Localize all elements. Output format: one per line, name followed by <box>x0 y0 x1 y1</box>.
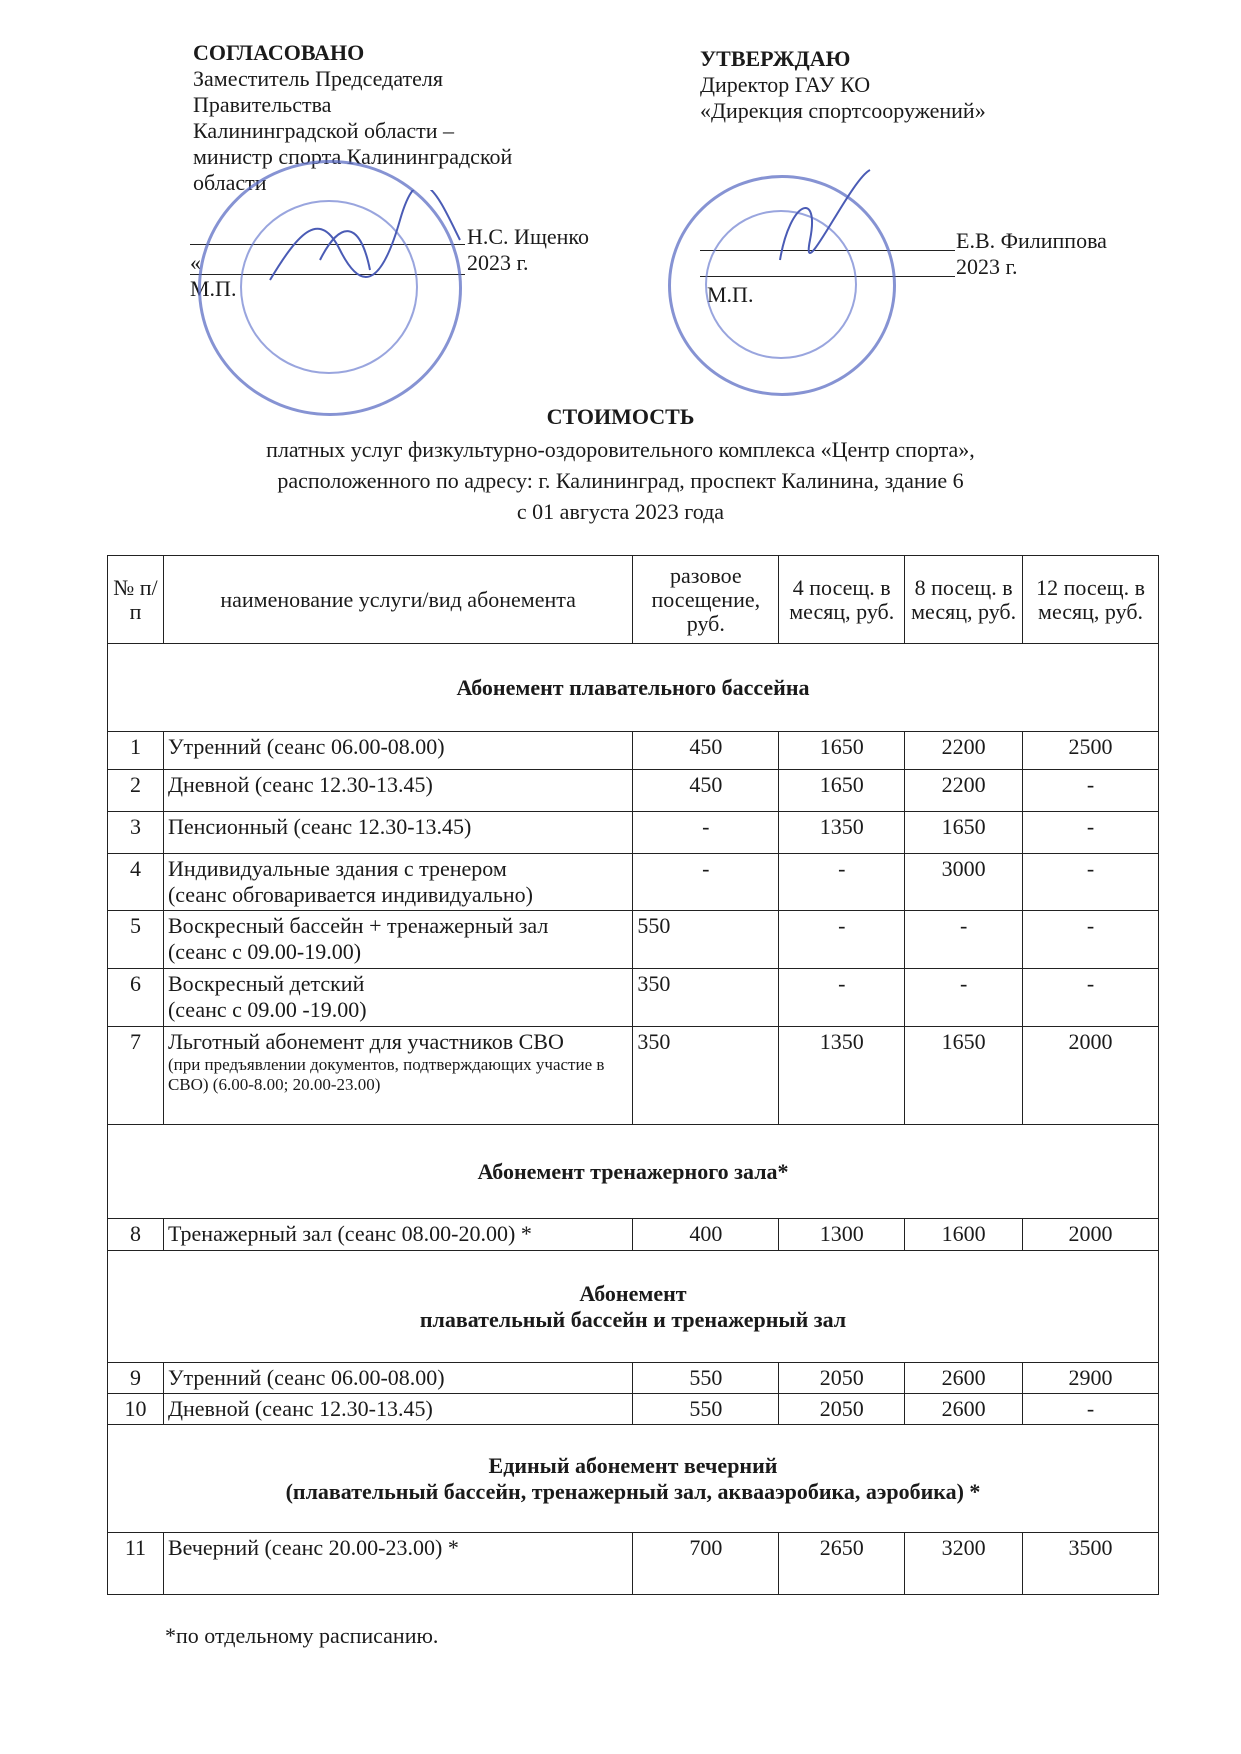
service-note: (сеанс обговаривается индивидуально) <box>167 882 533 907</box>
table-row <box>108 1533 1159 1595</box>
service-name-cell <box>163 911 632 969</box>
footnote: *по отдельному расписанию. <box>165 1623 439 1648</box>
header-4-visits: 4 посещ. в месяц, руб. <box>779 556 905 644</box>
price-12: 2000 <box>1023 1219 1159 1251</box>
approve-heading: УТВЕРЖДАЮ <box>700 46 851 71</box>
approver-position-line2: Правительства <box>193 92 332 117</box>
price-4: 1350 <box>779 812 905 854</box>
price-8: 2600 <box>905 1363 1023 1394</box>
row-number: 7 <box>108 1027 164 1125</box>
document-subtitle-line3: с 01 августа 2023 года <box>516 499 725 524</box>
signature-left-icon <box>260 190 480 310</box>
price-4: 2050 <box>779 1363 905 1394</box>
price-4: 1650 <box>779 732 905 770</box>
section-evening <box>108 1425 1159 1533</box>
service-name-cell <box>163 969 632 1027</box>
price-4: 1650 <box>779 770 905 812</box>
service-name: Дневной (сеанс 12.30-13.45) <box>163 770 632 812</box>
service-name: Пенсионный (сеанс 12.30-13.45) <box>163 812 632 854</box>
left-mp: М.П. <box>190 276 237 301</box>
section-row <box>108 1125 1159 1219</box>
service-name-cell <box>163 1027 632 1125</box>
row-number: 2 <box>108 770 164 812</box>
section-gym: Абонемент тренажерного зала* <box>108 1125 1159 1219</box>
price-single: 700 <box>633 1533 779 1595</box>
price-single: - <box>633 812 779 854</box>
price-8: - <box>905 911 1023 969</box>
price-8: 2600 <box>905 1394 1023 1425</box>
left-date-prefix: « <box>190 250 201 275</box>
table-row <box>108 911 1159 969</box>
service-name: Льготный абонемент для участников СВО <box>167 1029 564 1054</box>
price-single: 550 <box>633 911 779 969</box>
table-row <box>108 969 1159 1027</box>
service-name: Тренажерный зал (сеанс 08.00-20.00) * <box>163 1219 632 1251</box>
price-8: 2200 <box>905 770 1023 812</box>
service-note: (при предъявлении документов, подтверждающих участие в СВО) (6.00-8.00; 20.00-23.00) <box>167 1055 605 1094</box>
row-number: 4 <box>108 854 164 911</box>
service-name: Утренний (сеанс 06.00-08.00) <box>163 1363 632 1394</box>
price-single: 450 <box>633 770 779 812</box>
approver-position-line1: Заместитель Председателя <box>193 66 443 91</box>
table-row <box>108 1219 1159 1251</box>
price-4: - <box>779 969 905 1027</box>
price-8: 1600 <box>905 1219 1023 1251</box>
price-12: - <box>1023 854 1159 911</box>
approver-position-line5: области <box>193 170 267 195</box>
price-single: 550 <box>633 1363 779 1394</box>
table-row <box>108 854 1159 911</box>
price-4: - <box>779 911 905 969</box>
approval-block-left <box>193 40 593 196</box>
price-single: 350 <box>633 969 779 1027</box>
document-title: СТОИМОСТЬ <box>546 404 695 429</box>
price-single: 550 <box>633 1394 779 1425</box>
price-single: 350 <box>633 1027 779 1125</box>
row-number: 10 <box>108 1394 164 1425</box>
price-12: 3500 <box>1023 1533 1159 1595</box>
service-note: (сеанс с 09.00-19.00) <box>167 939 362 964</box>
table-row <box>108 1027 1159 1125</box>
service-note: (сеанс с 09.00 -19.00) <box>167 997 367 1022</box>
table-row <box>108 1363 1159 1394</box>
director-position-line2: «Дирекция спортсооружений» <box>700 98 986 123</box>
price-4: - <box>779 854 905 911</box>
service-name: Индивидуальные здания с тренером <box>167 856 507 881</box>
row-number: 5 <box>108 911 164 969</box>
right-signer-name: Е.В. Филиппова <box>956 228 1107 253</box>
left-signer-name: Н.С. Ищенко <box>467 224 589 249</box>
service-name: Вечерний (сеанс 20.00-23.00) * <box>163 1533 632 1595</box>
section-row <box>108 1251 1159 1363</box>
left-year: 2023 г. <box>467 250 529 275</box>
price-8: 3200 <box>905 1533 1023 1595</box>
row-number: 6 <box>108 969 164 1027</box>
header-single: разовое посещение, руб. <box>633 556 779 644</box>
section-row <box>108 1425 1159 1533</box>
section-pool-and-gym <box>108 1251 1159 1363</box>
section-pool: Абонемент плавательного бассейна <box>108 644 1159 732</box>
signature-right-icon <box>760 160 880 280</box>
header-8-visits: 8 посещ. в месяц, руб. <box>905 556 1023 644</box>
price-4: 1350 <box>779 1027 905 1125</box>
price-table <box>107 555 1159 1595</box>
price-4: 2050 <box>779 1394 905 1425</box>
price-8: 3000 <box>905 854 1023 911</box>
price-12: - <box>1023 969 1159 1027</box>
row-number: 3 <box>108 812 164 854</box>
section-subtitle: плавательный бассейн и тренажерный зал <box>419 1306 847 1332</box>
right-year: 2023 г. <box>956 254 1018 279</box>
price-4: 2650 <box>779 1533 905 1595</box>
service-name: Дневной (сеанс 12.30-13.45) <box>163 1394 632 1425</box>
approver-position-line4: министр спорта Калининградской <box>193 144 513 169</box>
row-number: 11 <box>108 1533 164 1595</box>
header-12-visits: 12 посещ. в месяц, руб. <box>1023 556 1159 644</box>
price-12: 2000 <box>1023 1027 1159 1125</box>
section-title: Абонемент <box>579 1280 687 1306</box>
table-row <box>108 812 1159 854</box>
director-position-line1: Директор ГАУ КО <box>700 72 871 97</box>
approval-block-right <box>700 46 1080 124</box>
price-12: 2900 <box>1023 1363 1159 1394</box>
right-mp: М.П. <box>707 282 754 307</box>
service-name: Воскресный бассейн + тренажерный зал <box>167 913 549 938</box>
row-number: 1 <box>108 732 164 770</box>
price-single: 450 <box>633 732 779 770</box>
document-subtitle-line1: платных услуг физкультурно-оздоровительного комплекса «Центр спорта», <box>266 437 975 462</box>
row-number: 9 <box>108 1363 164 1394</box>
price-8: 1650 <box>905 812 1023 854</box>
approver-position-line3: Калининградской области – <box>193 118 455 143</box>
price-12: 2500 <box>1023 732 1159 770</box>
price-12: - <box>1023 1394 1159 1425</box>
price-8: 2200 <box>905 732 1023 770</box>
document-subtitle-line2: расположенного по адресу: г. Калининград, проспект Калинина, здание 6 <box>277 468 964 493</box>
section-title: Единый абонемент вечерний <box>488 1452 778 1478</box>
service-name: Утренний (сеанс 06.00-08.00) <box>163 732 632 770</box>
row-number: 8 <box>108 1219 164 1251</box>
price-12: - <box>1023 911 1159 969</box>
price-8: - <box>905 969 1023 1027</box>
section-subtitle: (плавательный бассейн, тренажерный зал, аквааэробика, аэробика) * <box>285 1478 981 1504</box>
price-single: 400 <box>633 1219 779 1251</box>
price-8: 1650 <box>905 1027 1023 1125</box>
table-row <box>108 770 1159 812</box>
service-name: Воскресный детский <box>167 971 365 996</box>
table-header-row <box>108 556 1159 644</box>
approved-heading: СОГЛАСОВАНО <box>193 40 365 65</box>
header-num: № п/п <box>108 556 164 644</box>
price-12: - <box>1023 812 1159 854</box>
price-12: - <box>1023 770 1159 812</box>
service-name-cell <box>163 854 632 911</box>
header-name: наименование услуги/вид абонемента <box>163 556 632 644</box>
price-single: - <box>633 854 779 911</box>
table-row <box>108 732 1159 770</box>
price-4: 1300 <box>779 1219 905 1251</box>
table-row <box>108 1394 1159 1425</box>
section-row <box>108 644 1159 732</box>
